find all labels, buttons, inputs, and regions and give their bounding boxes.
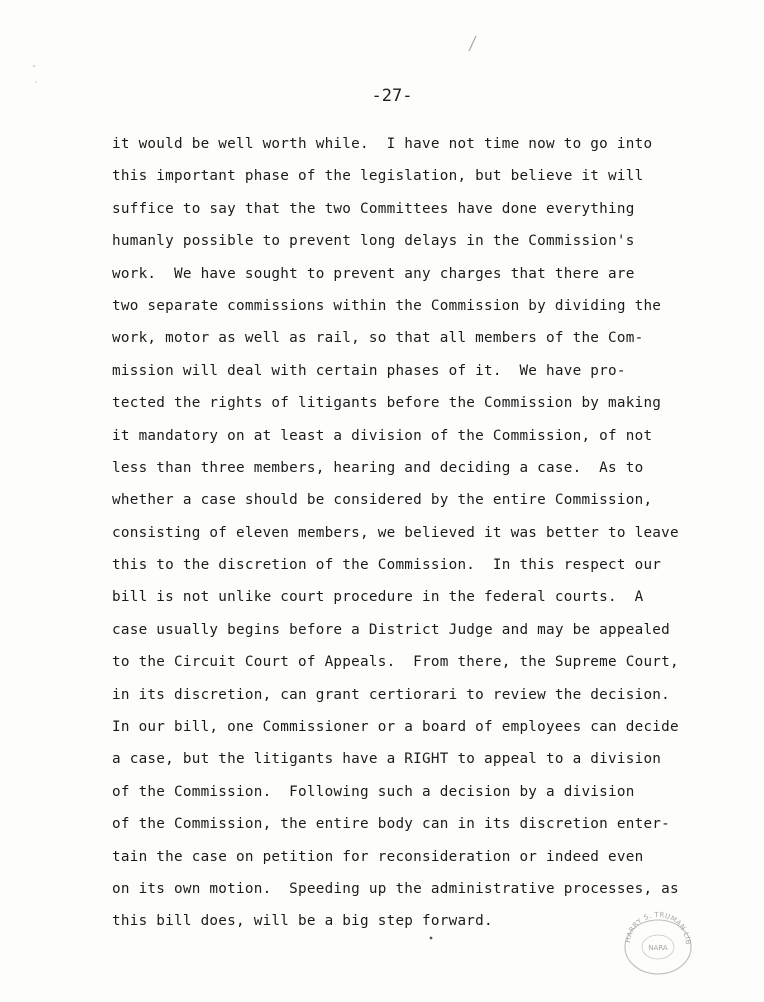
ink-dot bbox=[428, 928, 434, 946]
page-number: -27- bbox=[371, 86, 413, 106]
stamp-ring-text: HARRY S. TRUMAN LIB bbox=[624, 910, 693, 946]
text-line: tain the case on petition for reconsideration or indeed even bbox=[112, 848, 644, 865]
text-line: mission will deal with certain phases of it. We have pro- bbox=[112, 362, 626, 379]
text-line: it mandatory on at least a division of the Commission, of not bbox=[112, 427, 653, 444]
text-line: humanly possible to prevent long delays in the Commission's bbox=[112, 233, 635, 250]
text-line: a case, but the litigants have a RIGHT to appeal to a division bbox=[112, 751, 662, 768]
stray-mark bbox=[466, 34, 478, 59]
text-line: of the Commission, the entire body can in its discretion enter- bbox=[112, 816, 671, 833]
body-text bbox=[112, 130, 732, 940]
text-line: work, motor as well as rail, so that all members of the Com- bbox=[112, 330, 644, 347]
svg-text:HARRY S. TRUMAN LIBRARY bbox=[616, 907, 692, 945]
stamp-center-text: NARA bbox=[648, 944, 668, 952]
text-line: to the Circuit Court of Appeals. From there, the Supreme Court, bbox=[112, 654, 679, 671]
text-line: this to the discretion of the Commission. In this respect our bbox=[112, 557, 662, 574]
text-line: consisting of eleven members, we believed it was better to leave bbox=[112, 524, 679, 541]
text-line: bill is not unlike court procedure in the federal courts. A bbox=[112, 589, 644, 606]
text-line: suffice to say that the two Committees have done everything bbox=[112, 200, 635, 217]
text-line: in its discretion, can grant certiorari to review the decision. bbox=[112, 686, 671, 703]
text-line: two separate commissions within the Commission by dividing the bbox=[112, 297, 662, 314]
text-line: whether a case should be considered by the entire Commission, bbox=[112, 492, 653, 509]
text-line: this bill does, will be a big step forward. bbox=[112, 913, 493, 930]
text-line: on its own motion. Speeding up the administrative processes, as bbox=[112, 880, 679, 897]
text-line: less than three members, hearing and deciding a case. As to bbox=[112, 459, 644, 476]
text-line: this important phase of the legislation, but believe it will bbox=[112, 168, 644, 185]
text-line: work. We have sought to prevent any charges that there are bbox=[112, 265, 635, 282]
text-line: of the Commission. Following such a decision by a division bbox=[112, 783, 635, 800]
text-line: it would be well worth while. I have not time now to go into bbox=[112, 136, 653, 152]
text-line: case usually begins before a District Judge and may be appealed bbox=[112, 621, 671, 638]
library-stamp bbox=[616, 907, 700, 975]
text-line: In our bill, one Commissioner or a board of employees can decide bbox=[112, 719, 679, 736]
text-line: tected the rights of litigants before the Commission by making bbox=[112, 395, 662, 412]
